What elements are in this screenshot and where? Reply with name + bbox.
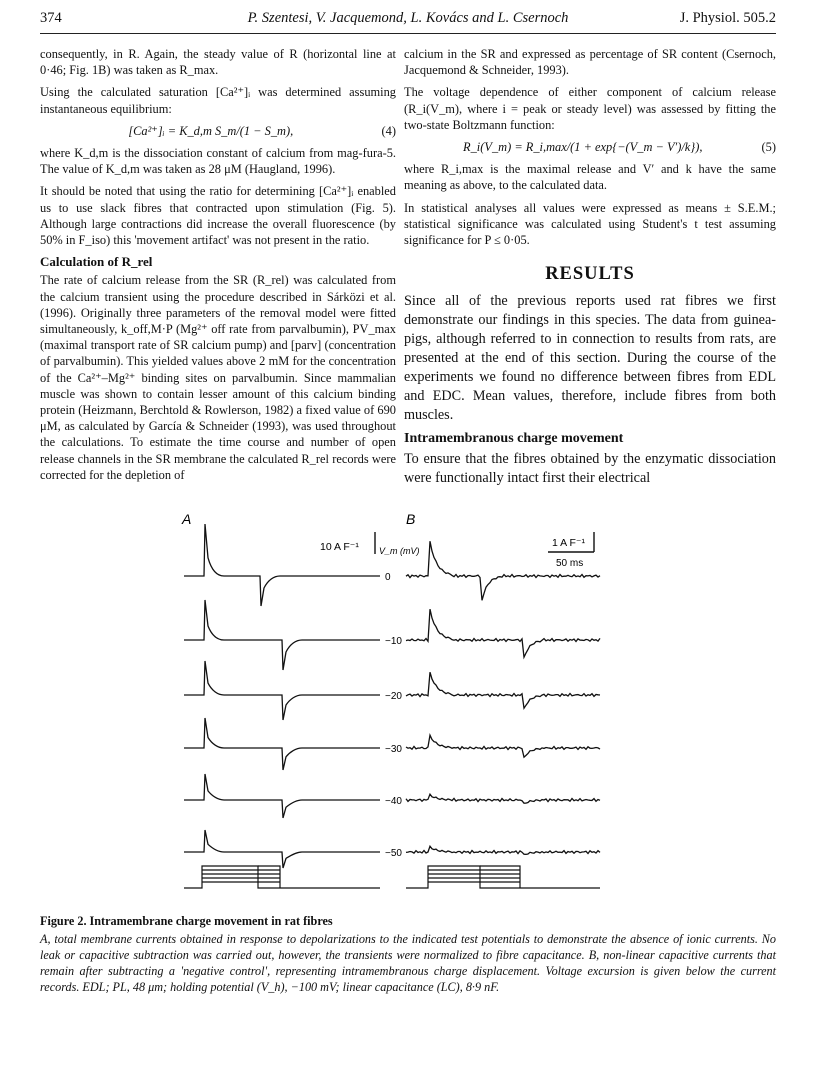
journal-reference: J. Physiol. 505.2 [679,10,776,26]
paragraph: where K_d,m is the dissociation constant of calcium from mag-fura-5. The value of K_d,m was taken as 28 μM (Haugland, 1996). [40,146,396,177]
paragraph: where R_i,max is the maximal release and V′ and k have the same meaning as above, to the calculated data. [404,162,776,193]
paragraph: To ensure that the fibres obtained by the enzymatic dissociation were functionally intact first their electrical [404,450,776,486]
equation-body: [Ca²⁺]ᵢ = K_d,m S_m/(1 − S_m), [128,123,294,138]
figure-caption [40,913,776,995]
page-header [40,10,776,32]
vm-label: V_m (mV) [379,546,420,556]
current-trace-a [184,830,380,868]
equation-number: (5) [761,140,776,155]
scale-a-label: 10 A F⁻¹ [320,541,359,553]
voltage-label: 0 [385,572,391,583]
voltage-label: −30 [385,744,402,755]
paragraph: Since all of the previous reports used rat fibres we first demonstrate our findings in this species. The data from guinea-pigs, although referred to in connection to results from rats, are presented at the end of this section. During the course of the experiments we found no difference between fibres from EDL and EDC. Mean values, therefore, include fibres from both muscles. [404,293,776,424]
voltage-label: −50 [385,848,402,859]
paragraph: The voltage dependence of either component of calcium release (R_i(V_m), where i = peak or steady level) was assessed by fitting the two-state Boltzmann function: [404,85,776,132]
caption-text: A, total membrane currents obtained in response to depolarizations to the indicated test potentials to demonstrate the absence of ionic currents. No leak or capacitive subtraction was carried out, however, the transients were normalized to fibre capacitance. B, non-linear capacitive currents that remain after subtracting a 'negative control', representing intramembranous charge displacement. Voltage excursion is given below the current records. EDL; PL, 48 μm; holding potential (V_h), −100 mV; linear capacitance (LC), 8·9 nF. [40,932,776,994]
running-authors: P. Szentesi, V. Jacquemond, L. Kovács and L. Csernoch [247,10,569,26]
charge-trace-b [406,846,600,854]
charge-trace-b [406,794,600,803]
paragraph: consequently, in R. Again, the steady value of R (horizontal line at 0·46; Fig. 1B) was taken as R_max. [40,47,396,78]
voltage-protocol-b [406,866,600,888]
paragraph: In statistical analyses all values were expressed as means ± S.E.M.; statistical significance was calculated using Student's t test assuming significance for P ≤ 0·05. [404,200,776,248]
current-trace-a [184,524,380,606]
scale-b-time-label: 50 ms [556,558,584,569]
current-trace-a [184,600,380,670]
panel-a-label: A [182,511,192,527]
section-heading: Calculation of R_rel [40,254,153,270]
caption-title: Figure 2. Intramembrane charge movement in rat fibres [40,914,333,928]
header-rule [40,33,776,34]
voltage-label: −40 [385,796,402,807]
panel-b-label: B [406,511,416,527]
current-trace-a [184,774,380,818]
equation-5 [404,139,776,155]
page-number: 374 [40,10,62,26]
equation-body: R_i(V_m) = R_i,max/(1 + exp{−(V_m − V′)/k}), [463,140,703,155]
figure-2 [180,510,620,905]
charge-trace-b [406,541,600,600]
voltage-label: −20 [385,691,402,702]
current-trace-a [184,718,380,770]
voltage-label: −10 [385,636,402,647]
left-column [40,46,396,489]
figure-traces [180,510,620,905]
paragraph: It should be noted that using the ratio for determining [Ca²⁺]ᵢ enabled us to use slack fibres that contracted upon stimulation (Fig. 5). Although large contractions did increase the overall fluorescence (by 50% in F_iso) this 'movement artifact' was not present in the ratio. [40,184,396,248]
voltage-protocol-a [184,866,380,888]
paragraph: Using the calculated saturation [Ca²⁺]ᵢ was determined assuming instantaneous equilibrium: [40,85,396,116]
charge-trace-b [406,672,600,708]
equation-4 [40,123,396,139]
paragraph: The rate of calcium release from the SR (R_rel) was calculated from the calcium transient using the procedure described in Sárközi et al. (1996). Originally three parameters of the removal model were fitted simultaneously, k_off,M·P (Mg²⁺ off rate from parvalbumin), PV_max (maximal transport rate of SR calcium pump) and [parv] (concentration of parvalbumin). This yielded values above 2 mM for the concentration of the Ca²⁺–Mg²⁺ binding sites on parvalbumin. Since mammalian muscle was shown to contain lesser amount of this calcium binding protein (Heizmann, Berchtold & Rowlerson, 1982) a fixed value of 690 μM, as calculated by García & Schneider (1993), was used throughout the calculations. To estimate the time course and number of open release channels in the SR membrane the calculated R_rel records were corrected for the depletion of [40,273,396,482]
scale-b-current-label: 1 A F⁻¹ [552,537,585,549]
current-trace-a [184,661,380,720]
charge-trace-b [406,735,600,757]
section-heading: Intramembranous charge movement [404,431,624,447]
equation-number: (4) [381,123,396,138]
results-heading: RESULTS [545,264,635,285]
paragraph: calcium in the SR and expressed as percentage of SR content (Csernoch, Jacquemond & Schneider, 1993). [404,47,776,78]
charge-trace-b [406,609,600,657]
right-column [404,46,776,494]
